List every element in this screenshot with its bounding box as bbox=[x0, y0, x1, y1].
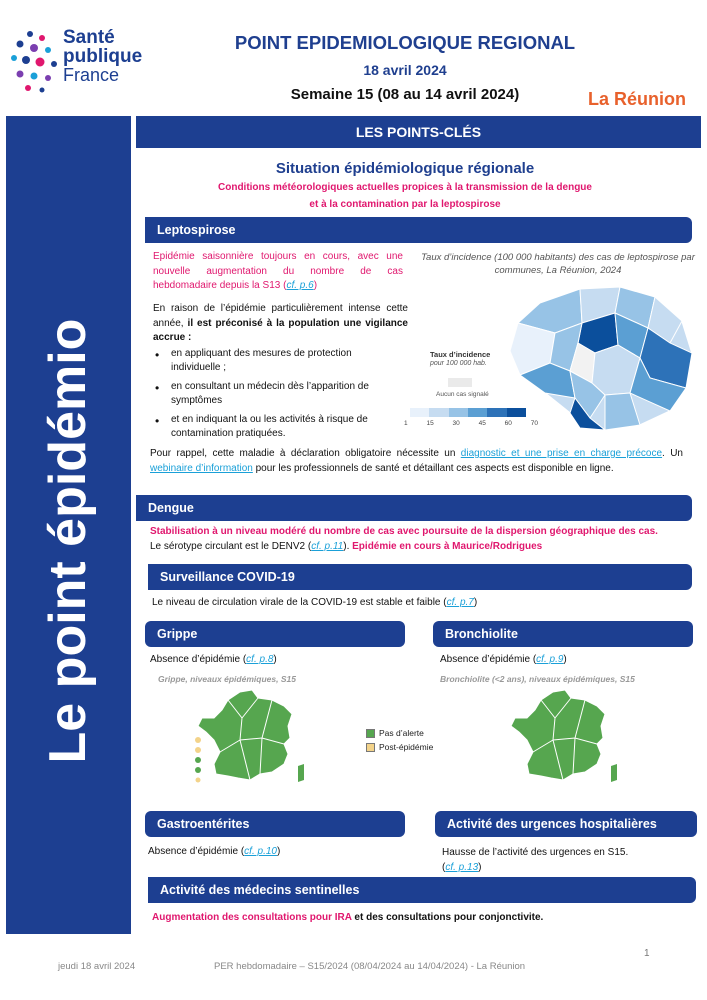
footer-title: PER hebdomadaire – S15/2024 (08/04/2024 au 14/04/2024) - La Réunion bbox=[214, 961, 526, 972]
list-item: • en appliquant des mesures de protection individuelle ; bbox=[153, 347, 403, 374]
gastro-text: Absence d’épidémie (cf. p.10) bbox=[148, 846, 281, 857]
legend-swatch bbox=[507, 408, 526, 417]
gastro-heading: Gastroentérites bbox=[145, 811, 405, 837]
lepto-bullets bbox=[153, 347, 403, 446]
urgences-heading: Activité des urgences hospitalières bbox=[435, 811, 697, 837]
lepto-legend-ticks: 1 15 30 45 60 70 bbox=[404, 420, 538, 427]
lepto-legend-none-swatch bbox=[448, 378, 472, 387]
lepto-recall: Pour rappel, cette maladie à déclaration obligatoire nécessite un diagnostic et une prise en charge précoce. Un webinaire d’information pour les professionnels de santé et détaillant ces aspects est disponible en ligne. bbox=[150, 448, 683, 474]
dom-guyane bbox=[195, 757, 201, 763]
reunion-incidence-map bbox=[500, 283, 700, 433]
legend-swatch bbox=[449, 408, 468, 417]
covid-heading: Surveillance COVID-19 bbox=[148, 564, 692, 590]
grippe-france-map bbox=[192, 688, 312, 788]
lepto-legend-none: Aucun cas signalé bbox=[436, 391, 489, 398]
legend-swatch-green bbox=[366, 729, 375, 738]
france-mainland bbox=[511, 690, 605, 780]
bronchio-text: Absence d’épidémie (cf. p.9) bbox=[440, 654, 567, 665]
footer-date: jeudi 18 avril 2024 bbox=[58, 961, 136, 972]
corsica bbox=[298, 764, 304, 782]
legend-swatch-yellow bbox=[366, 743, 375, 752]
dom-guadeloupe bbox=[195, 737, 201, 743]
lepto-map-caption: Taux d’incidence (100 000 habitants) des cas de leptospirose par communes, La Réunion, 2024 bbox=[421, 252, 695, 277]
lepto-legend-scale bbox=[410, 408, 526, 417]
urgences-link[interactable]: cf. p.13 bbox=[445, 861, 479, 873]
grippe-link[interactable]: cf. p.8 bbox=[246, 654, 274, 665]
bronchio-caption: Bronchiolite (<2 ans), niveaux épidémiques, S15 bbox=[440, 674, 635, 684]
urgences-text: Hausse de l’activité des urgences en S15. (cf. p.13) bbox=[442, 847, 629, 873]
situation-title: Situation épidémiologique régionale bbox=[275, 160, 535, 177]
logo bbox=[8, 24, 158, 104]
key-points-title: LES POINTS-CLÉS bbox=[355, 124, 482, 140]
page-number: 1 bbox=[644, 948, 650, 959]
lepto-intro: Epidémie saisonnière toujours en cours, avec une nouvelle augmentation du nombre de cas hebdomadaire depuis la S13 (cf. p.6) bbox=[153, 251, 403, 291]
legend-swatch bbox=[487, 408, 506, 417]
maps-legend bbox=[366, 726, 433, 755]
covid-link[interactable]: cf. p.7 bbox=[446, 597, 474, 608]
sentinelles-heading: Activité des médecins sentinelles bbox=[148, 877, 696, 903]
covid-text: Le niveau de circulation virale de la COVID-19 est stable et faible (cf. p.7) bbox=[152, 597, 478, 608]
logo-text: Santé publique France bbox=[63, 27, 143, 85]
bronchio-link[interactable]: cf. p.9 bbox=[536, 654, 564, 665]
france-mainland bbox=[198, 690, 292, 780]
key-points-bar bbox=[136, 116, 701, 148]
legend-item-green: Pas d’alerte bbox=[366, 726, 433, 740]
dom-reunion bbox=[195, 767, 201, 773]
corsica bbox=[611, 764, 617, 782]
grippe-heading: Grippe bbox=[145, 621, 405, 647]
sidebar-title: Le point épidémio bbox=[39, 318, 97, 764]
legend-swatch bbox=[429, 408, 448, 417]
report-week: Semaine 15 (08 au 14 avril 2024) bbox=[290, 86, 520, 103]
sentinelles-text: Augmentation des consultations pour IRA et des consultations pour conjonctivite. bbox=[152, 912, 544, 923]
legend-item-yellow: Post-épidémie bbox=[366, 740, 433, 754]
grippe-text: Absence d’épidémie (cf. p.8) bbox=[150, 654, 277, 665]
dengue-link[interactable]: cf. p.11 bbox=[311, 541, 344, 552]
bronchio-france-map bbox=[505, 688, 625, 788]
situation-subtitle-2: et à la contamination par la leptospirose bbox=[309, 199, 501, 210]
lepto-intro-link[interactable]: cf. p.6 bbox=[286, 280, 314, 291]
dom-mayotte bbox=[196, 778, 201, 783]
situation-subtitle-1: Conditions météorologiques actuelles propices à la transmission de la dengue bbox=[218, 182, 592, 193]
legend-swatch bbox=[468, 408, 487, 417]
dengue-line1: Stabilisation à un niveau modéré du nombre de cas avec poursuite de la dispersion géographique des cas. bbox=[150, 526, 658, 537]
lepto-legend-sub: pour 100 000 hab. bbox=[430, 360, 487, 367]
gastro-link[interactable]: cf. p.10 bbox=[244, 846, 277, 857]
list-item: • en consultant un médecin dès l’apparition de symptômes bbox=[153, 380, 403, 407]
diagnostic-link[interactable]: diagnostic et une prise en charge précoce bbox=[460, 448, 663, 459]
dom-martinique bbox=[195, 747, 201, 753]
region-label: La Réunion bbox=[588, 89, 686, 109]
list-item: • et en indiquant la ou les activités à risque de contamination pratiquées. bbox=[153, 413, 403, 440]
lepto-legend-title: Taux d’incidence bbox=[430, 350, 491, 359]
webinar-link[interactable]: webinaire d’information bbox=[150, 462, 253, 474]
logo-dots-icon bbox=[8, 24, 62, 104]
sidebar bbox=[6, 116, 131, 934]
bronchio-heading: Bronchiolite bbox=[433, 621, 693, 647]
page-title: POINT EPIDEMIOLOGIQUE REGIONAL bbox=[234, 32, 576, 53]
report-date: 18 avril 2024 bbox=[363, 62, 447, 78]
legend-swatch bbox=[410, 408, 429, 417]
dengue-line2: Le sérotype circulant est le DENV2 (cf. p.11). Epidémie en cours à Maurice/Rodrigues bbox=[150, 541, 543, 552]
lepto-para1: En raison de l’épidémie particulièrement intense cette année, il est préconisé à la population une vigilance accrue : bbox=[153, 303, 408, 343]
grippe-caption: Grippe, niveaux épidémiques, S15 bbox=[158, 674, 296, 684]
dengue-heading: Dengue bbox=[136, 495, 692, 521]
lepto-heading: Leptospirose bbox=[145, 217, 692, 243]
